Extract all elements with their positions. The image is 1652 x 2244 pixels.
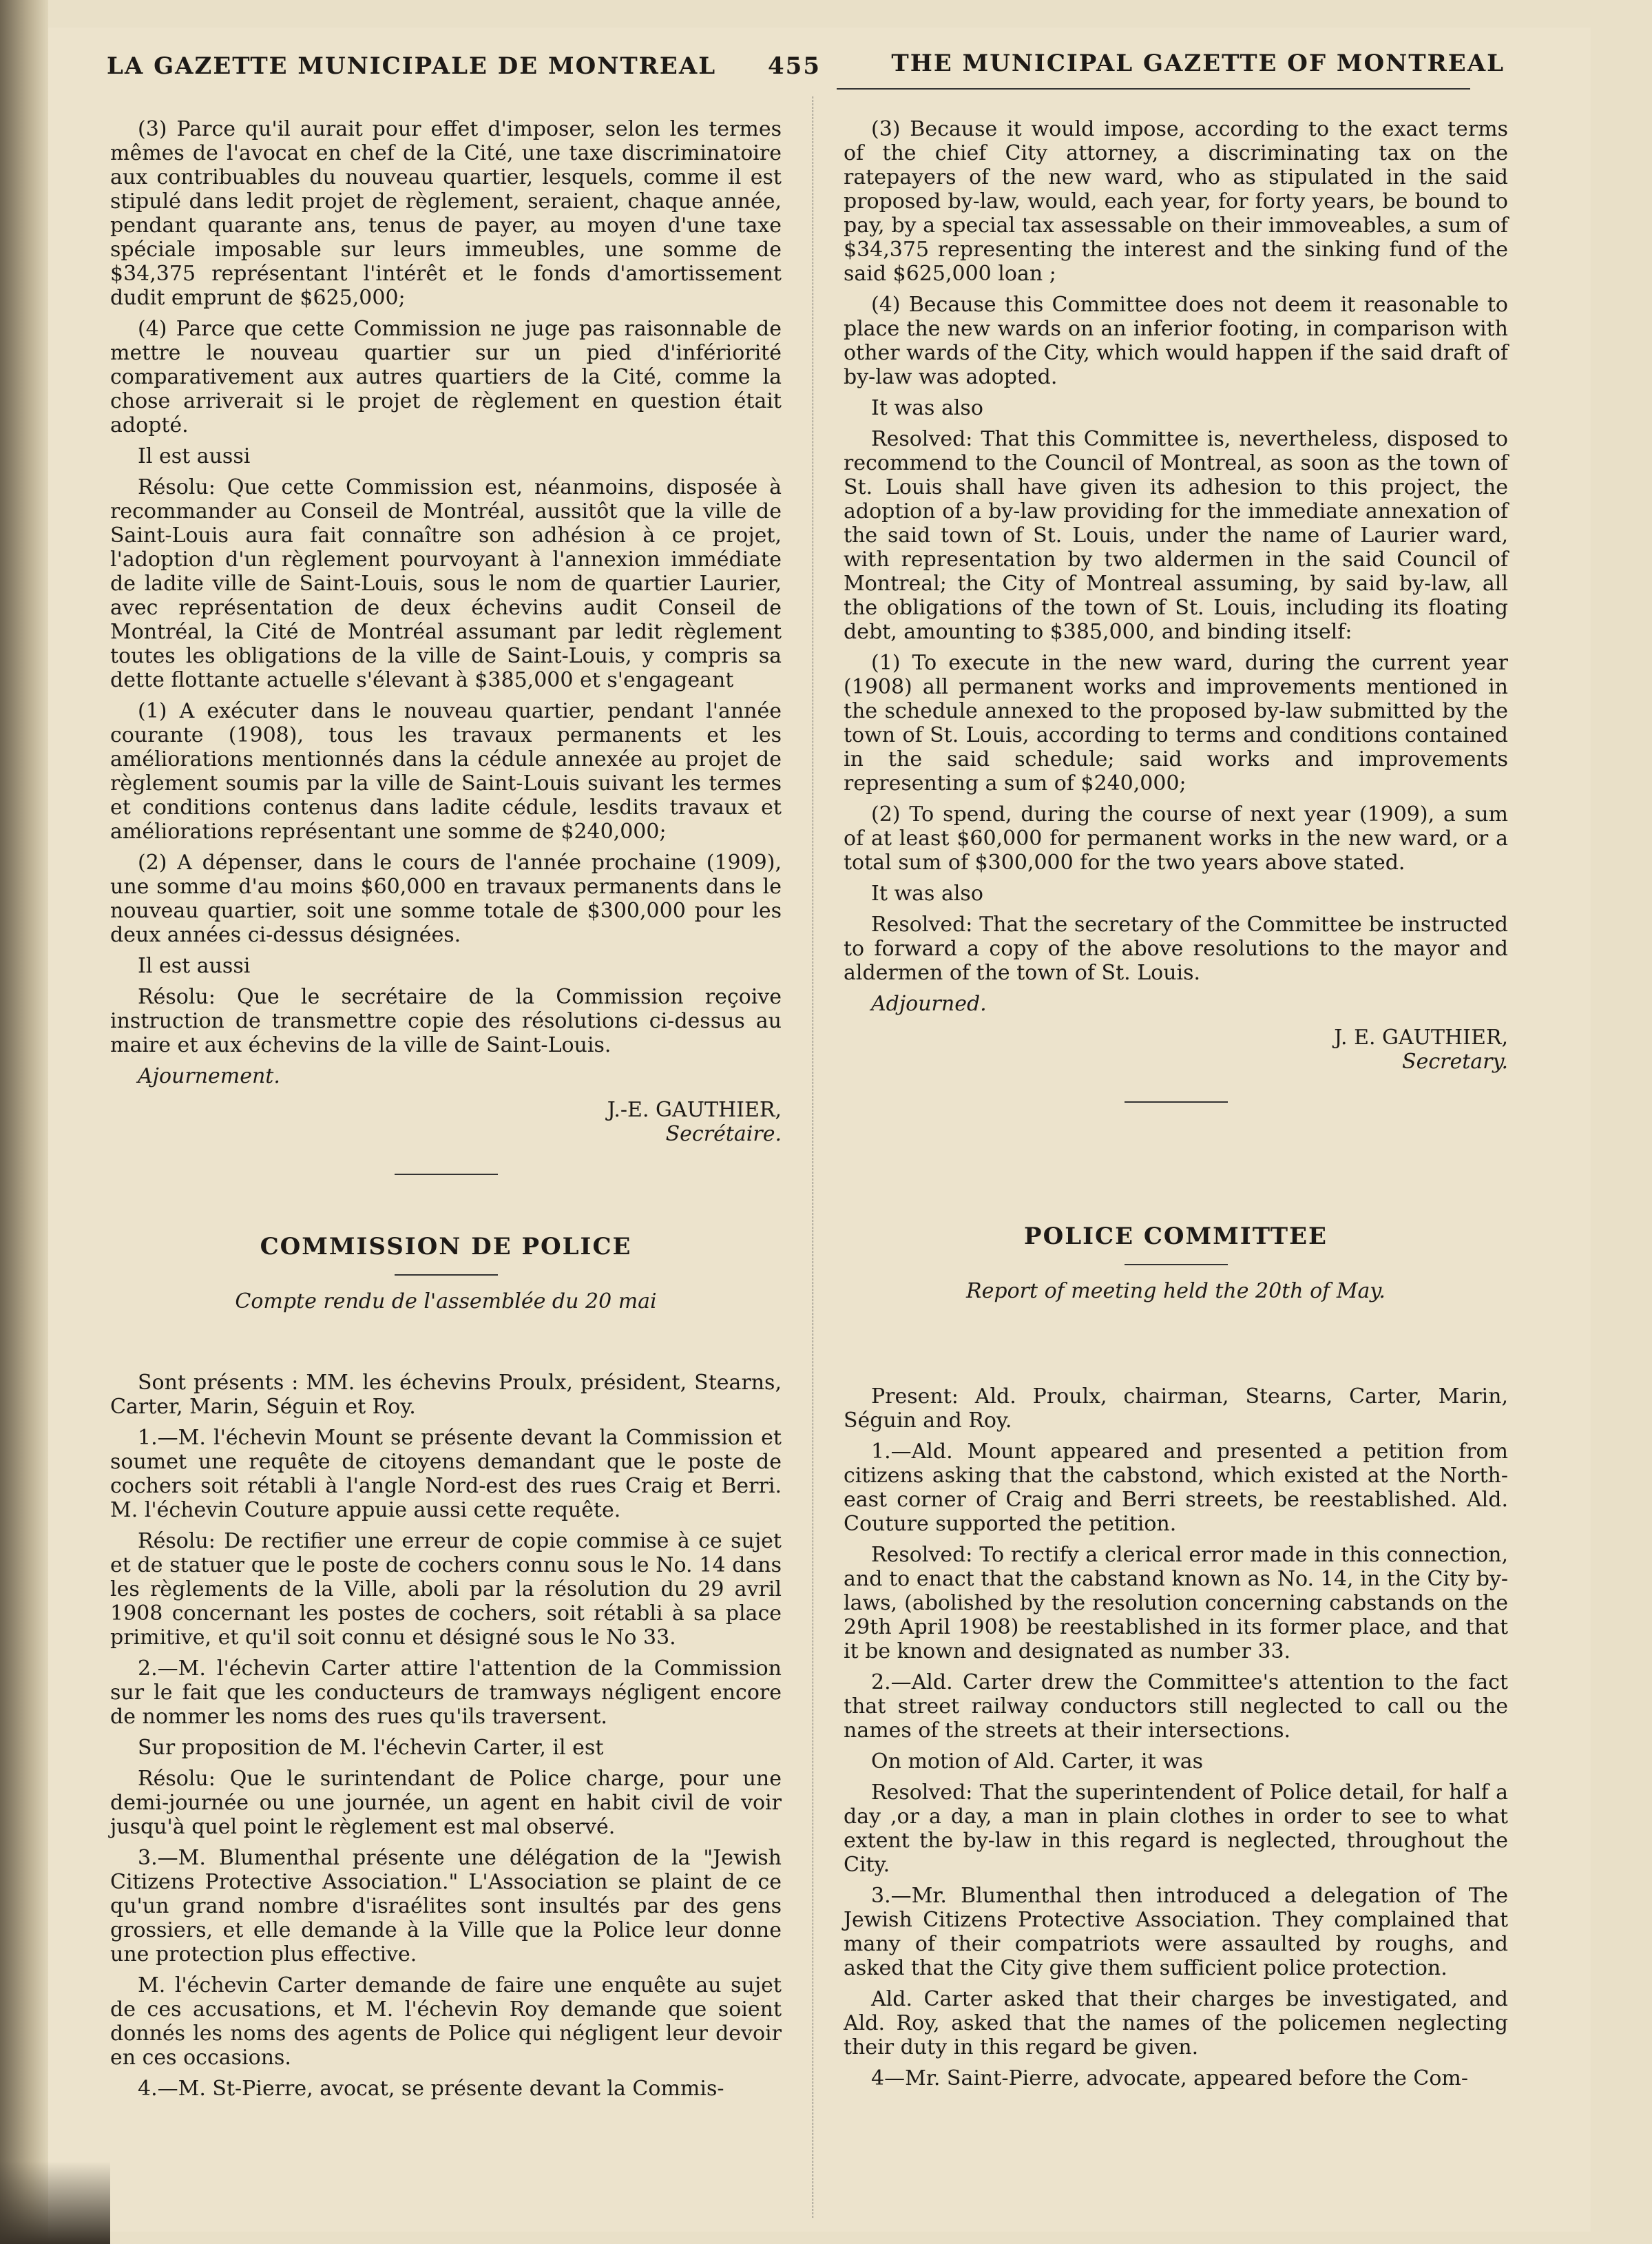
- paragraph: Resolved: That the secretary of the Committee be instructed to forward a copy of the above resolutions to the mayor and aldermen of the town of St. Louis.: [844, 913, 1508, 985]
- police-section-en-heading: [844, 1216, 1508, 1344]
- paragraph: 3.—Mr. Blumenthal then introduced a delegation of The Jewish Citizens Protective Association. They complained that many of their compatriots were assaulted by roughs, and asked that the City give them sufficient police protection.: [844, 1884, 1508, 1980]
- section-divider: [395, 1174, 498, 1175]
- paragraph: Résolu: Que cette Commission est, néanmoins, disposée à recommander au Conseil de Montréal, aussitôt que la ville de Saint-Louis aura fait connaître son adhésion à ce projet, l'adoption d'un règlement pourvoyant à l'annexion immédiate de ladite ville de Saint-Louis, sous le nom de quartier Laurier, avec représentation de deux échevins audit Conseil de Montréal, la Cité de Montréal assumant par ledit règlement toutes les obligations de la ville de Saint-Louis, y compris sa dette flottante actuelle s'élevant à $385,000 et s'engageant: [110, 475, 782, 692]
- signature-name: J. E. GAUTHIER,: [1334, 1026, 1508, 1050]
- paragraph: Ald. Carter asked that their charges be investigated, and Ald. Roy, asked that the names of the policemen neglecting their duty in this regard be given.: [844, 1987, 1508, 2059]
- paragraph: (1) To execute in the new ward, during the current year (1908) all permanent works and improvements mentioned in the schedule annexed to the proposed by-law submitted by the town of St. Louis, according to terms and conditions contained in the said schedule; said works and improvements representing a sum of $240,000;: [844, 651, 1508, 796]
- paragraph: Il est aussi: [138, 954, 251, 978]
- paragraph: (2) To spend, during the course of next year (1909), a sum of at least $60,000 for permanent works in the new ward, or a total sum of $300,000 for the two years above stated.: [844, 802, 1508, 875]
- right-column: [844, 117, 1508, 1130]
- header-left-title: LA GAZETTE MUNICIPALE DE MONTREAL: [107, 52, 717, 80]
- section-title: POLICE COMMITTEE: [1024, 1223, 1328, 1250]
- paragraph: 4.—M. St-Pierre, avocat, se présente devant la Commis-: [138, 2077, 724, 2101]
- paragraph: Il est aussi: [138, 444, 251, 468]
- paragraph: Sur proposition de M. l'échevin Carter, il est: [138, 1736, 604, 1760]
- police-section-en-body: [844, 1384, 1508, 2097]
- title-rule: [1125, 1264, 1228, 1265]
- section-title: COMMISSION DE POLICE: [260, 1233, 632, 1260]
- left-column: [110, 117, 782, 1203]
- header-right-title: THE MUNICIPAL GAZETTE OF MONTREAL: [891, 50, 1505, 77]
- running-header: [107, 43, 1505, 91]
- paragraph: Resolved: That this Committee is, nevertheless, disposed to recommend to the Council of Montreal, as soon as the town of St. Louis shall have given its adhesion to this project, the adoption of a by-law providing for the immediate annexation of the said town of St. Louis, under the name of Laurier ward, with representation by two aldermen in the said Council of Montreal; the City of Montreal assuming, by said by-law, all the obligations of the town of St. Louis, including its floating debt, amounting to $385,000, and binding itself:: [844, 427, 1508, 644]
- section-divider: [1125, 1101, 1228, 1103]
- paragraph: Résolu: Que le secrétaire de la Commission reçoive instruction de transmettre copie des résolutions ci-dessus au maire et aux échevins de la ville de Saint-Louis.: [110, 985, 782, 1057]
- paragraph: (3) Parce qu'il aurait pour effet d'imposer, selon les termes mêmes de l'avocat en chef de la Cité, une taxe discriminatoire aux contribuables du nouveau quartier, lesquels, comme il est stipulé dans ledit projet de règlement, seraient, chaque année, pendant quarante ans, tenus de payer, au moyen d'une taxe spéciale imposable sur leurs immeubles, une somme de $34,375 représentant l'intérêt et le fonds d'amortissement dudit emprunt de $625,000;: [110, 117, 782, 310]
- paragraph: 1.—Ald. Mount appeared and presented a petition from citizens asking that the cabstond, which existed at the North-east corner of Craig and Berri streets, be reestablished. Ald. Couture supported the petition.: [844, 1440, 1508, 1536]
- paragraph: (1) A exécuter dans le nouveau quartier, pendant l'année courante (1908), tous les travaux permanents et les améliorations mentionnés dans la cédule annexée au projet de règlement soumis par la ville de Saint-Louis suivant les termes et conditions contenus dans ladite cédule, lesdits travaux et améliorations représentant une somme de $240,000;: [110, 699, 782, 844]
- paragraph: It was also: [871, 396, 983, 420]
- paragraph: (4) Because this Committee does not deem it reasonable to place the new wards on an inferior footing, in comparison with other wards of the City, which would happen if the said draft of by-law was adopted.: [844, 293, 1508, 389]
- paragraph: 4—Mr. Saint-Pierre, advocate, appeared before the Com-: [871, 2066, 1468, 2090]
- paragraph: Resolved: That the superintendent of Police detail, for half a day ,or a day, a man in plain clothes in order to see to what extent the by-law in this regard is neglected, throughout the City.: [844, 1780, 1508, 1877]
- paragraph: (2) A dépenser, dans le cours de l'année prochaine (1909), une somme d'au moins $60,000 en travaux permanents dans le nouveau quartier, soit une somme totale de $300,000 pour les deux années ci-dessus désignées.: [110, 851, 782, 947]
- paragraph: Résolu: Que le surintendant de Police charge, pour une demi-journée ou une journée, un agent en habit civil de voir jusqu'à quel point le règlement est mal observé.: [110, 1767, 782, 1839]
- title-rule: [395, 1274, 498, 1276]
- page-gutter-shadow: [0, 0, 48, 2244]
- signature-title: Secrétaire.: [665, 1122, 782, 1146]
- signature-name: J.-E. GAUTHIER,: [607, 1098, 782, 1122]
- paragraph: 2.—M. l'échevin Carter attire l'attention de la Commission sur le fait que les conducteurs de tramways négligent encore de nommer les noms des rues qu'ils traversent.: [110, 1656, 782, 1729]
- paragraph: It was also: [871, 882, 983, 906]
- page-corner-shadow: [0, 2161, 110, 2244]
- paragraph: (3) Because it would impose, according to the exact terms of the chief City attorney, a discriminating tax on the ratepayers of the new ward, who as stipulated in the said proposed by-law, would, each year, for forty years, be bound to pay, by a special tax assessable on their immoveables, a sum of $34,375 representing the interest and the sinking fund of the said $625,000 loan ;: [844, 117, 1508, 286]
- section-subtitle: Report of meeting held the 20th of May.: [966, 1279, 1386, 1303]
- paragraph: Résolu: De rectifier une erreur de copie commise à ce sujet et de statuer que le poste de cochers connu sous le No. 14 dans les règlements de la Ville, aboli par la résolution du 29 avril 1908 concernant les postes de cochers, soit rétabli à sa place primitive, et qu'il soit connu et désigné sous le No 33.: [110, 1529, 782, 1650]
- paragraph: Present: Ald. Proulx, chairman, Stearns, Carter, Marin, Séguin and Roy.: [844, 1384, 1508, 1433]
- police-section-fr-heading: [110, 1226, 782, 1355]
- police-section-fr-body: [110, 1371, 782, 2108]
- header-rule: [837, 88, 1470, 90]
- paragraph: On motion of Ald. Carter, it was: [871, 1749, 1204, 1774]
- adjournment: Ajournement.: [138, 1064, 280, 1088]
- paragraph: Resolved: To rectify a clerical error made in this connection, and to enact that the cabstand known as No. 14, in the City by-laws, (abolished by the resolution concerning cabstands on the 29th April 1908) be reestablished in its former place, and that it be known and designated as number 33.: [844, 1543, 1508, 1663]
- paragraph: (4) Parce que cette Commission ne juge pas raisonnable de mettre le nouveau quartier sur un pied d'infériorité comparativement aux autres quartiers de la Cité, comme la chose arriverait si le projet de règlement en question était adopté.: [110, 317, 782, 437]
- section-subtitle: Compte rendu de l'assemblée du 20 mai: [235, 1289, 657, 1313]
- paragraph: 1.—M. l'échevin Mount se présente devant la Commission et soumet une requête de citoyens demandant que le poste de cochers soit rétabli à l'angle Nord-est des rues Craig et Berri. M. l'échevin Couture appuie aussi cette requête.: [110, 1426, 782, 1522]
- paragraph: Sont présents : MM. les échevins Proulx, président, Stearns, Carter, Marin, Séguin et Roy.: [110, 1371, 782, 1419]
- paragraph: 3.—M. Blumenthal présente une délégation de la "Jewish Citizens Protective Association." L'Association se plaint de ce qu'un grand nombre d'israélites sont insultés par des gens grossiers, et elle demande à la Ville que la Police leur donne une protection plus effective.: [110, 1846, 782, 1966]
- page-number: 455: [768, 52, 821, 80]
- adjournment: Adjourned.: [871, 992, 987, 1016]
- paragraph: 2.—Ald. Carter drew the Committee's attention to the fact that street railway conductors still neglected to call ou the names of the streets at their intersections.: [844, 1670, 1508, 1743]
- signature-title: Secretary.: [1402, 1050, 1508, 1074]
- paragraph: M. l'échevin Carter demande de faire une enquête au sujet de ces accusations, et M. l'échevin Roy demande que soient donnés les noms des agents de Police qui négligent leur devoir en ces occasions.: [110, 1973, 782, 2070]
